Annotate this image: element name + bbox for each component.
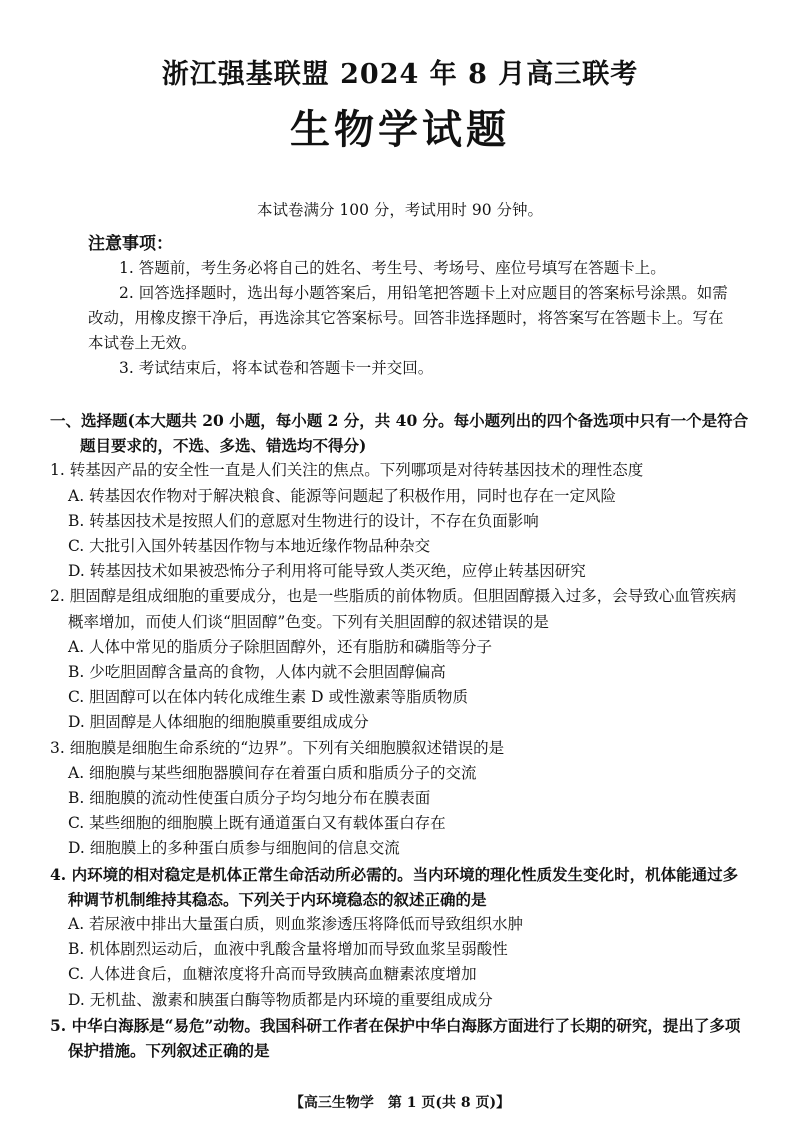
option-d: D. 转基因技术如果被恐怖分子利用将可能导致人类灭绝，应停止转基因研究	[68, 562, 586, 581]
question-stem: 2. 胆固醇是组成细胞的重要成分，也是一些脂质的前体物质。但胆固醇摄入过多，会导致心血管疾病概率增加，而使人们谈“胆固醇”色变。下列有关胆固醇的叙述错误的是	[50, 587, 737, 631]
option-d: D. 无机盐、激素和胰蛋白酶等物质都是内环境的重要组成成分	[68, 990, 493, 1009]
option-b: B. 机体剧烈运动后，血液中乳酸含量将增加而导致血浆呈弱酸性	[68, 940, 508, 959]
section-title: 一、选择题(本大题共 20 小题，每小题 2 分，共 40 分。每小题列出的四个备选项中只有一个是符合题目要求的，不选、多选、错选均不得分)	[50, 411, 749, 456]
option-a: A. 转基因农作物对于解决粮食、能源等问题起了积极作用，同时也存在一定风险	[68, 486, 617, 505]
question-stem: 4. 内环境的相对稳定是机体正常生命活动所必需的。当内环境的理化性质发生变化时，机体能通过多种调节机制维持其稳态。下列关于内环境稳态的叙述正确的是	[50, 864, 739, 909]
question-3	[50, 736, 750, 862]
option-c: C. 人体进食后，血糖浓度将升高而导致胰高血糖素浓度增加	[68, 965, 477, 984]
option-c: C. 胆固醇可以在体内转化成维生素 D 或性激素等脂质物质	[68, 688, 468, 707]
option-b: B. 少吃胆固醇含量高的食物，人体内就不会胆固醇偏高	[68, 663, 446, 682]
question-5	[50, 1013, 750, 1063]
question-section	[50, 408, 750, 1063]
question-stem: 1. 转基因产品的安全性一直是人们关注的焦点。下列哪项是对待转基因技术的理性态度	[50, 461, 644, 480]
option-b: B. 转基因技术是按照人们的意愿对生物进行的设计，不存在负面影响	[68, 511, 539, 530]
notice-list	[88, 256, 728, 381]
exam-title: 浙江强基联盟 2024 年 8 月高三联考	[161, 59, 639, 90]
question-4	[50, 862, 750, 1013]
question-stem: 5. 中华白海豚是“易危”动物。我国科研工作者在保护中华白海豚方面进行了长期的研究，提出了多项保护措施。下列叙述正确的是	[50, 1015, 741, 1061]
question-stem: 3. 细胞膜是细胞生命系统的“边界”。下列有关细胞膜叙述错误的是	[50, 738, 505, 757]
option-d: D. 胆固醇是人体细胞的细胞膜重要组成成分	[68, 713, 369, 732]
option-a: A. 若尿液中排出大量蛋白质，则血浆渗透压将降低而导致组织水肿	[68, 915, 524, 934]
page-footer: 【高三生物学 第 1 页(共 8 页)】	[289, 1095, 511, 1111]
option-b: B. 细胞膜的流动性使蛋白质分子均匀地分布在膜表面	[68, 789, 431, 808]
notice-item: 3. 考试结束后，将本试卷和答题卡一并交回。	[119, 359, 434, 377]
subject-title: 生物学试题	[290, 106, 510, 153]
option-d: D. 细胞膜上的多种蛋白质参与细胞间的信息交流	[68, 839, 400, 858]
option-c: C. 大批引入国外转基因作物与本地近缘作物品种杂交	[68, 537, 431, 556]
notice-title: 注意事项：	[88, 234, 173, 254]
notice-item: 1. 答题前，考生务必将自己的姓名、考生号、考场号、座位号填写在答题卡上。	[119, 259, 666, 277]
option-a: A. 细胞膜与某些细胞器膜间存在着蛋白质和脂质分子的交流	[68, 763, 477, 782]
notice-item: 2. 回答选择题时，选出每小题答案后，用铅笔把答题卡上对应题目的答案标号涂黑。如需改动，用橡皮擦干净后，再选涂其它答案标号。回答非选择题时，将答案写在答题卡上。写在本试卷上无效。	[88, 284, 728, 352]
question-1	[50, 458, 750, 584]
option-c: C. 某些细胞的细胞膜上既有通道蛋白又有载体蛋白存在	[68, 814, 446, 833]
question-2	[50, 584, 750, 735]
exam-intro: 本试卷满分 100 分，考试用时 90 分钟。	[256, 201, 544, 219]
option-a: A. 人体中常见的脂质分子除胆固醇外，还有脂肪和磷脂等分子	[68, 637, 493, 656]
